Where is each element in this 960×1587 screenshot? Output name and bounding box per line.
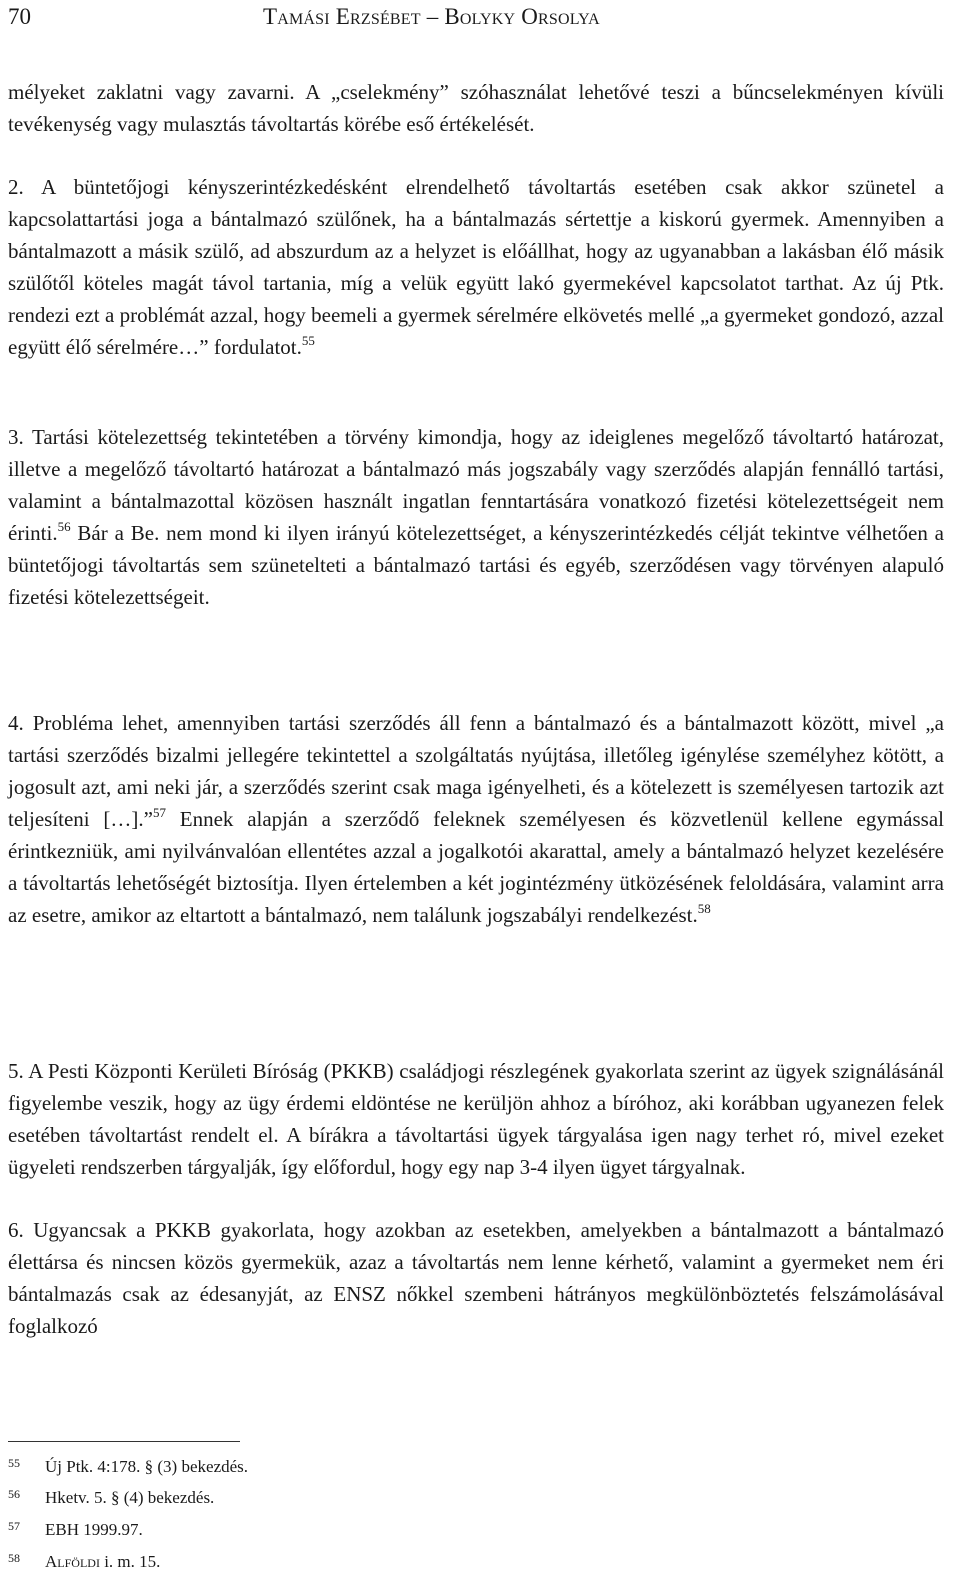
footnote-text: Új Ptk. 4:178. § (3) bekezdés. <box>45 1457 249 1476</box>
paragraph-5: 5. A Pesti Központi Kerületi Bíróság (PKKB) családjogi részlegének gyakorlata szerint az ügyek szignálásánál figyelembe veszik, hogy az ügy érdemi eldöntése ne kerüljön ahhoz a bíróhoz, aki korábban ugyanezen felek esetében távoltartást rendelt el. A bírákra a távoltartási ügyek tárgyalása igen nagy terhet ró, mivel ezeket ügyeleti rendszerben tárgyalják, így előfordul, hogy egy nap 3-4 ilyen ügyet tárgyalnak. <box>8 1059 944 1179</box>
footnote-number: 57 <box>8 1519 20 1533</box>
paragraph-1: mélyeket zaklatni vagy zavarni. A „cselekmény” szóhasználat lehetővé teszi a bűncselekményen kívüli tevékenység vagy mulasztás távoltartás körébe eső értékelését. <box>8 80 944 136</box>
footnote-number: 55 <box>8 1456 20 1470</box>
footnote-55 <box>8 1453 908 1481</box>
paragraph-3 <box>8 421 944 613</box>
page-number: 70 <box>8 4 31 29</box>
footnote-citation: i. m. 15. <box>99 1552 161 1571</box>
footnote-number: 56 <box>8 1487 20 1501</box>
paragraph-3-text-a: 3. Tartási kötelezettség tekintetében a törvény kimondja, hogy az ideiglenes megelőző távoltartó határozat, illetve a megelőző távoltartó határozat a bántalmazó más jogszabály vagy szerződés alapján fennálló tartási, valamint a bántalmazottal közösen használt ingatlan fenntartására vonatkozó fizetési kötelezettségeit nem érinti. <box>8 425 944 545</box>
footnote-number: 58 <box>8 1551 20 1565</box>
paragraph-4-text-b: Ennek alapján a szerződő feleknek személyesen és közvetlenül kellene egymással érintkezniük, ami nyilvánvalóan ellentétes azzal a jogalkotói akarattal, amely a bántalmazó helyzet kezelésére a távoltartás lehetőségét biztosítja. Ilyen értelemben a két jogintézmény ütközésének feloldására, valamint arra az esetre, amikor az eltartott a bántalmazó, nem találunk jogszabályi rendelkezést. <box>8 807 944 927</box>
footnote-58 <box>8 1548 908 1576</box>
page-header <box>8 2 948 32</box>
paragraph-4 <box>8 707 944 931</box>
footnote-ref-55: 55 <box>301 333 315 348</box>
footnote-text <box>45 1548 160 1576</box>
paragraph-3-text-b: Bár a Be. nem mond ki ilyen irányú kötelezettséget, a kényszerintézkedés célját tekintve vélhetően a büntetőjogi távoltartás sem szünetelteti a bántalmazó tartási és egyéb, szerződésen vagy törvényen alapuló fizetési kötelezettségeit. <box>8 521 944 609</box>
paragraph-2-text: 2. A büntetőjogi kényszerintézkedésként elrendelhető távoltartás esetében csak akkor szünetel a kapcsolattartási joga a bántalmazó szülőnek, ha a bántalmazás sértettje a kiskorú gyermek. Amennyiben a bántalmazott a másik szülő, ad abszurdum az a helyzet is előállhat, hogy az ugyanabban a lakásban élő másik szülőtől köteles magát távol tartania, míg a velük együtt lakó gyermekével kapcsolatot tarthat. Az új Ptk. rendezi ezt a problémát azzal, hogy beemeli a gyermek sérelmére elkövetés mellé „a gyermeket gondozó, azzal együtt élő sérelmére…” fordulatot. <box>8 175 944 359</box>
footnote-divider <box>8 1441 240 1442</box>
footnote-text: EBH 1999.97. <box>45 1520 143 1539</box>
footnote-text: Hketv. 5. § (4) bekezdés. <box>45 1488 215 1507</box>
footnote-56 <box>8 1484 908 1512</box>
footnote-57 <box>8 1516 908 1544</box>
footnote-ref-57: 57 <box>152 805 166 820</box>
paragraph-2 <box>8 171 944 363</box>
paragraph-6: 6. Ugyancsak a PKKB gyakorlata, hogy azokban az esetekben, amelyekben a bántalmazott a bántalmazó élettársa és nincsen közös gyermekük, azaz a távoltartás nem lenne kérhető, valamint a gyermeket nem éri bántalmazás csak az édesanyját, az ENSZ nőkkel szembeni hátrányos megkülönböztetés felszámolásával foglalkozó <box>8 1218 944 1338</box>
footnote-ref-56: 56 <box>57 519 71 534</box>
running-title: Tamási Erzsébet – Bolyky Orsolya <box>263 4 600 29</box>
footnote-author: Alföldi <box>45 1552 100 1571</box>
footnote-ref-58: 58 <box>697 901 711 916</box>
paragraph-4-text-a: 4. Probléma lehet, amennyiben tartási szerződés áll fenn a bántalmazó és a bántalmazott között, mivel „a tartási szerződés bizalmi jellegére tekintettel a szolgáltatás nyújtása, illetőleg igénylése személyhez kötött, a jogosult azt, ami neki jár, a szerződés szerint csak maga igényelheti, és a kötelezett is személyesen tartozik azt teljesíteni […].” <box>8 711 944 831</box>
